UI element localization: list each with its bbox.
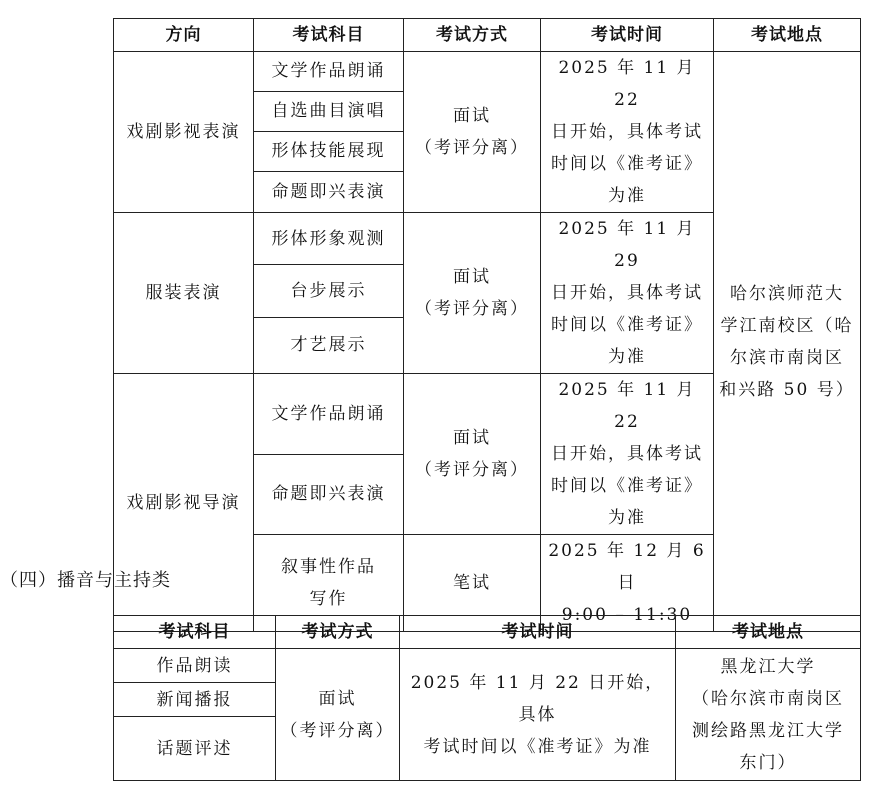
table-header-row: [114, 19, 861, 52]
method-cell: 面试 （考评分离）: [404, 213, 541, 374]
location-cell: 哈尔滨师范大 学江南校区（哈 尔滨市南岗区 和兴路 50 号）: [714, 52, 861, 632]
broadcasting-exam-table: [113, 615, 861, 781]
subject-cell: 文学作品朗诵: [254, 374, 404, 455]
subject-cell: 叙事性作品 写作: [254, 535, 404, 632]
subject-cell: 作品朗读: [114, 649, 276, 683]
header-method: 考试方式: [404, 19, 541, 52]
subject-cell: 形体形象观测: [254, 213, 404, 265]
header-location: 考试地点: [676, 616, 861, 649]
table-row: [114, 649, 861, 683]
location-cell: 黑龙江大学 （哈尔滨市南岗区 测绘路黑龙江大学 东门）: [676, 649, 861, 781]
time-cell: 2025 年 12 月 6 日 9:00 – 11:30: [541, 535, 714, 632]
method-cell: 笔试: [404, 535, 541, 632]
header-subject: 考试科目: [114, 616, 276, 649]
subject-cell: 才艺展示: [254, 317, 404, 373]
header-location: 考试地点: [714, 19, 861, 52]
header-method: 考试方式: [276, 616, 400, 649]
method-cell: 面试 （考评分离）: [276, 649, 400, 781]
method-cell: 面试 （考评分离）: [404, 374, 541, 535]
method-cell: 面试 （考评分离）: [404, 52, 541, 213]
exam-schedule-table: [113, 18, 861, 632]
subject-cell: 命题即兴表演: [254, 454, 404, 535]
direction-cell: 戏剧影视表演: [114, 52, 254, 213]
subject-cell: 文学作品朗诵: [254, 52, 404, 92]
subject-cell: 话题评述: [114, 717, 276, 781]
time-cell: 2025 年 11 月 22 日开始，具体考试 时间以《准考证》 为准: [541, 52, 714, 213]
header-subject: 考试科目: [254, 19, 404, 52]
table-row: [114, 52, 861, 92]
section-heading: （四）播音与主持类: [0, 570, 171, 591]
subject-cell: 自选曲目演唱: [254, 91, 404, 131]
direction-cell: 戏剧影视导演: [114, 374, 254, 632]
subject-cell: 新闻播报: [114, 683, 276, 717]
direction-cell: 服装表演: [114, 213, 254, 374]
header-time: 考试时间: [400, 616, 676, 649]
time-cell: 2025 年 11 月 29 日开始，具体考试 时间以《准考证》 为准: [541, 213, 714, 374]
time-cell: 2025 年 11 月 22 日开始，具体 考试时间以《准考证》为准: [400, 649, 676, 781]
table-header-row: [114, 616, 861, 649]
time-cell: 2025 年 11 月 22 日开始，具体考试 时间以《准考证》 为准: [541, 374, 714, 535]
subject-cell: 台步展示: [254, 265, 404, 317]
subject-cell: 形体技能展现: [254, 131, 404, 171]
subject-cell: 命题即兴表演: [254, 171, 404, 212]
header-time: 考试时间: [541, 19, 714, 52]
header-direction: 方向: [114, 19, 254, 52]
